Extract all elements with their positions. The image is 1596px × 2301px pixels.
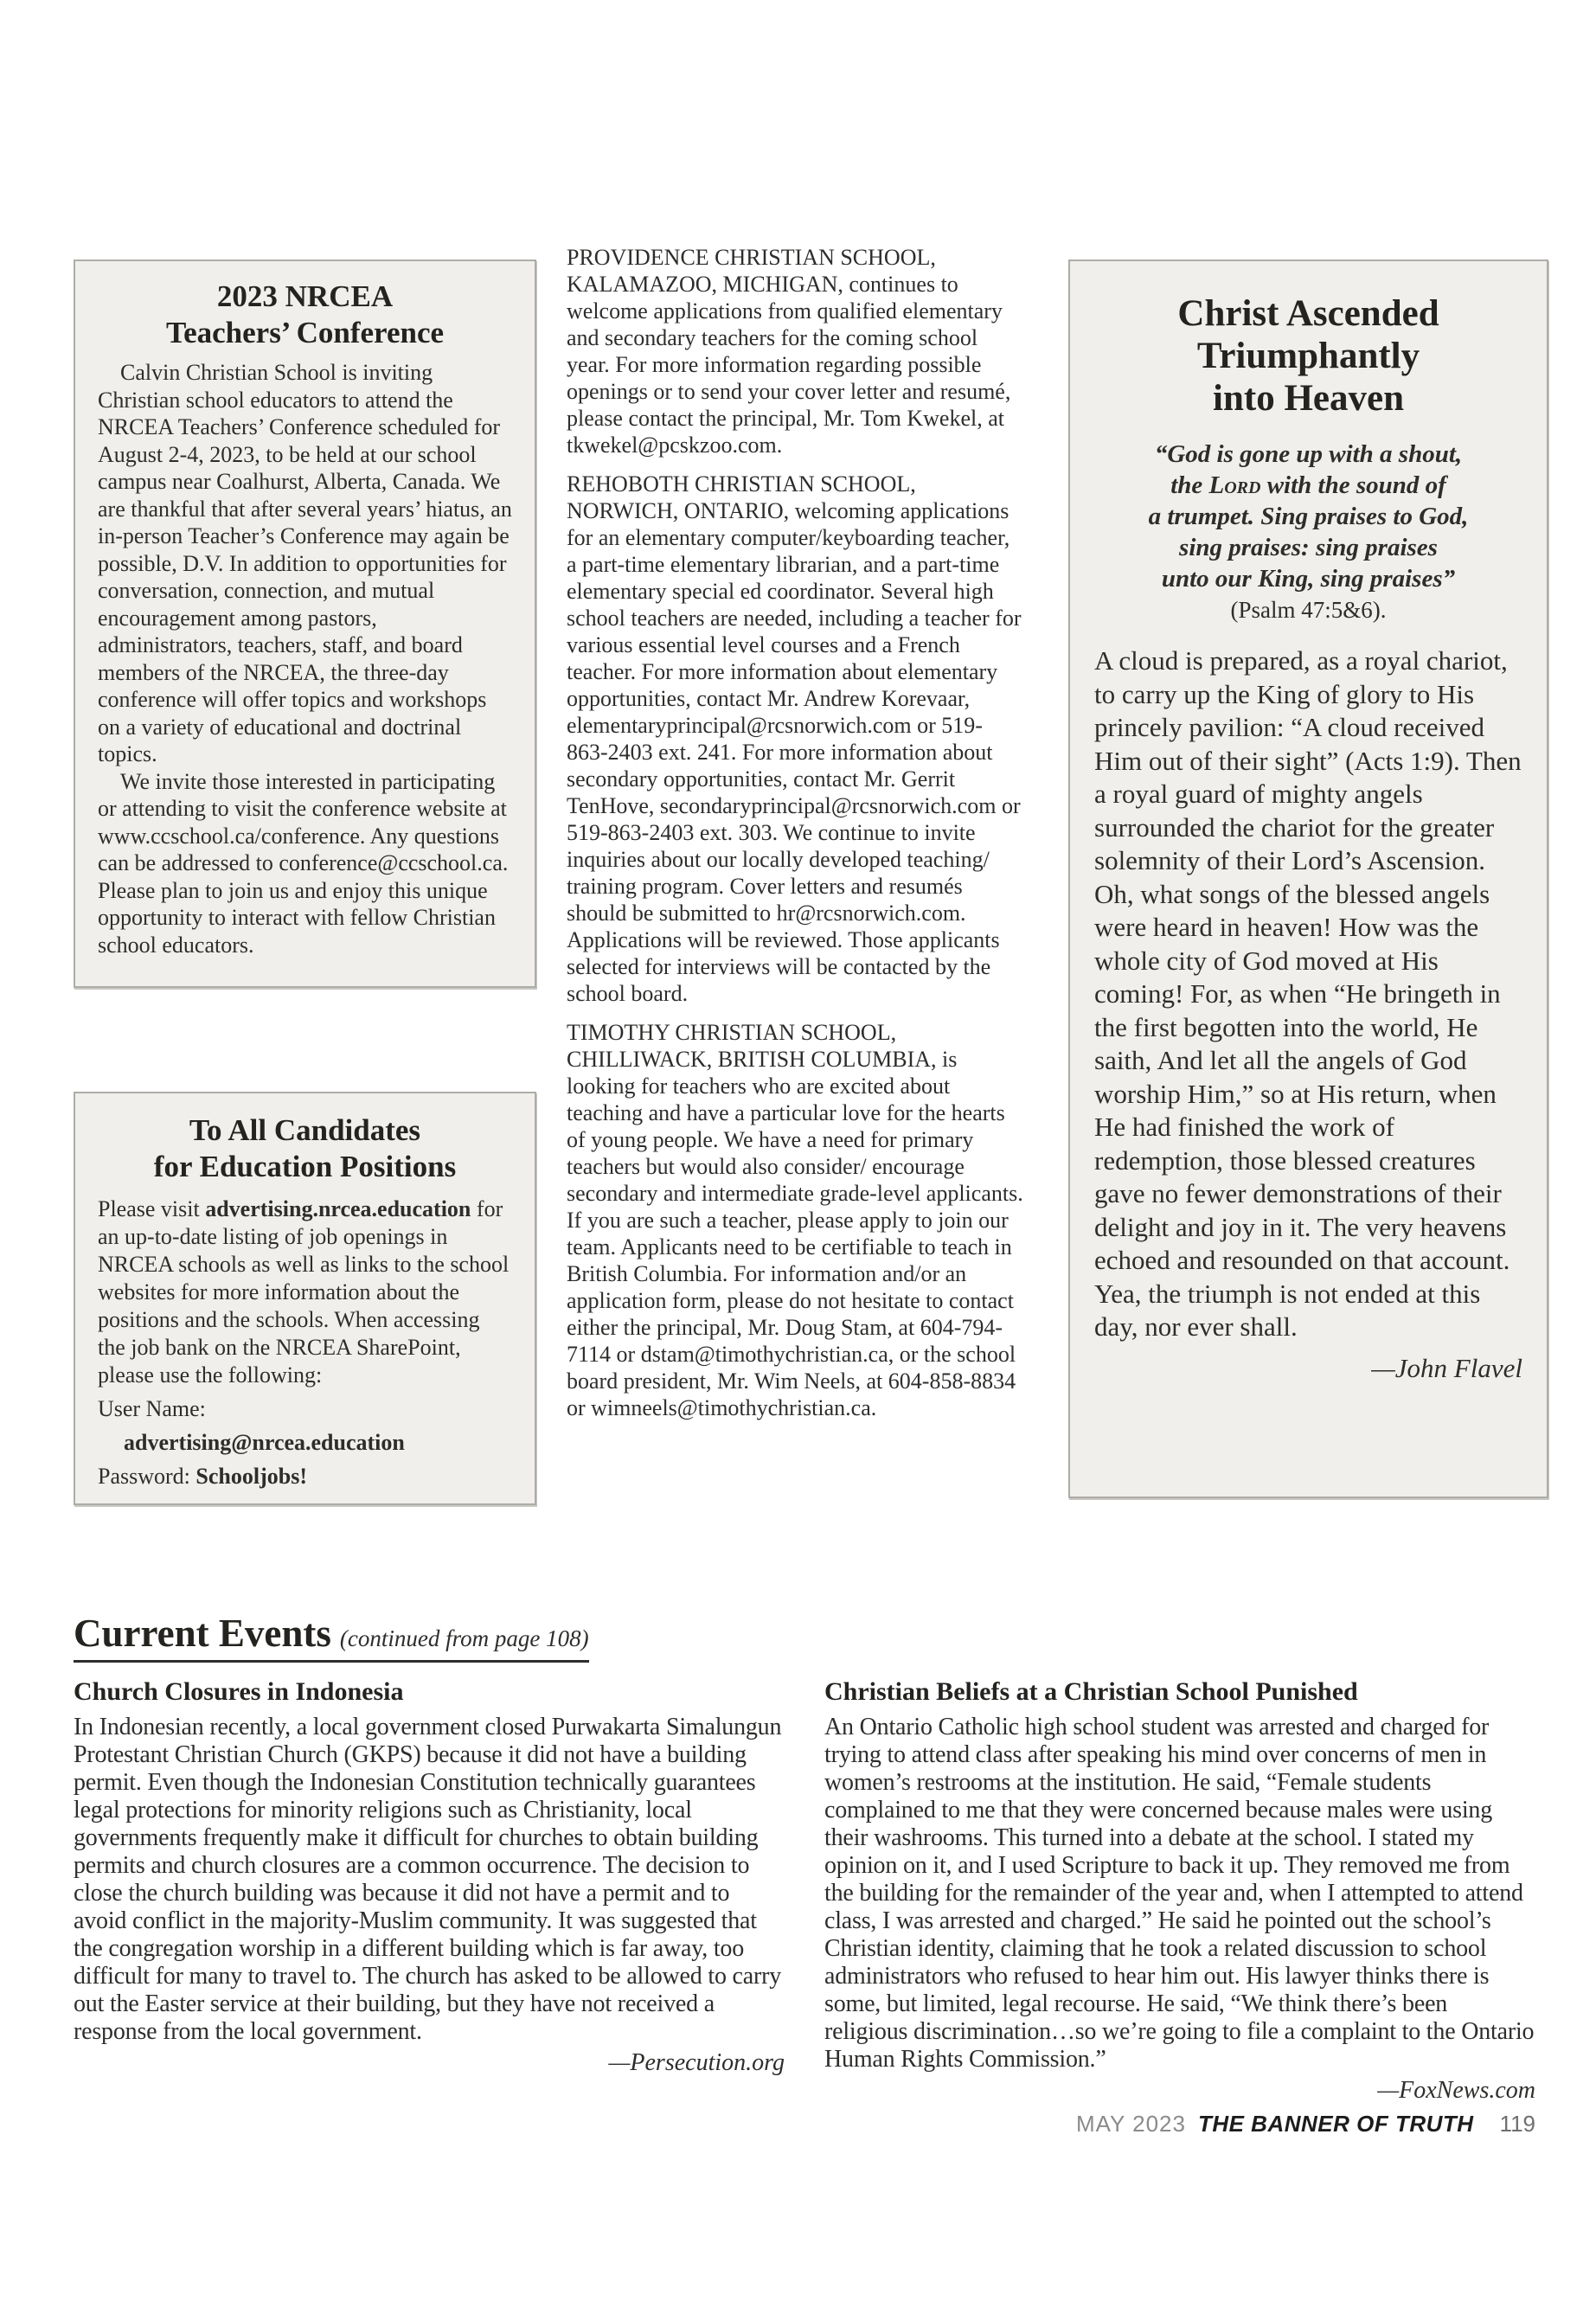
page-footer [1076,2111,1535,2138]
article-title: Christian Beliefs at a Christian School Punished [824,1677,1358,1706]
quote-line1: “God is gone up with a shout, [1154,440,1463,468]
quote-line2-post: with the sound of [1260,471,1446,499]
article-body: An Ontario Catholic high school student was arrested and charged for trying to attend class after speaking his mind over concerns of men in women’s restrooms at the institution. He said, “Female students complained to me that they were concerned because males were using their washrooms. This turned into a debate at the school. I stated my opinion on it, and I used Scripture to back it up. They removed me from the building for the remainder of the year and, when I attempted to attend class, I was arrested and charged.” He said he pointed out the school’s Christian identity, claiming that he took a related discussion to school administrators who refused to hear him out. His lawyer thinks there is some, but limited, legal recourse. He said, “We think there’s been religious discrimination…so we’re going to file a complaint to the Ontario Human Rights Commission.” [824,1714,1535,2073]
ad-providence [567,244,1023,458]
candidates-box [74,1092,536,1505]
quote-line4: sing praises: sing praises [1179,534,1438,561]
current-events-rule [74,1611,589,1663]
conference-box-body [98,359,512,958]
candidates-title-line2: for Education Positions [153,1150,457,1183]
flavel-box-title [1094,292,1522,420]
quote-line5: unto our King, sing praises” [1161,565,1456,593]
candidates-body-post: for an up-to-date listing of job openings in NRCEA schools as well as links to the school websites for more information about the positions and the schools. When accessing the job bank on the NRCEA SharePoint, please use the following: [98,1196,510,1388]
candidates-box-title [98,1112,512,1185]
ad-timothy-school-name: TIMOTHY CHRISTIAN SCHOOL, CHILLIWACK, BRITISH COLUMBIA, [567,1020,937,1072]
flavel-box [1068,260,1548,1498]
quote-line2-pre: the [1170,471,1209,499]
conference-paragraph-1: Calvin Christian School is inviting Christian school educators to attend the NRCEA Teachers’ Conference scheduled for August 2-4, 2023, to be held at our school campus near Coalhurst, Alberta, Canada. We are thankful that after several years’ hiatus, an in-person Teacher’s Conference may again be possible, D.V. In addition to opportunities for conversation, connection, and mutual encouragement among pastors, administrators, teachers, staff, and board members of the NRCEA, the three-day conference will offer topics and workshops on a variety of educational and doctrinal topics. [98,360,512,766]
footer-issue-date: MAY 2023 [1075,2111,1186,2137]
password-label: Password: [98,1464,196,1489]
quote-line3: a trumpet. Sing praises to God, [1148,503,1469,530]
article-attribution: —Persecution.org [608,2049,785,2076]
scripture-citation: (Psalm 47:5&6). [1230,597,1387,623]
scripture-quote [1094,439,1522,625]
flavel-attribution: —John Flavel [1371,1352,1522,1383]
conference-box-title [98,279,512,351]
flavel-body-text: A cloud is prepared, as a royal chariot, to carry up the King of glory to His princely pavilion: “A cloud received Him out of their sight” (Acts 1:9). Then a royal guard of mighty angels surrounded the chariot for the greater solemnity of their Lord’s Ascension. Oh, what songs of the blessed angels were heard in heaven! How was the whole city of God moved at His coming! For, as when “He bringeth in the first begotten into the world, He saith, And let all the angels of God worship Him,” so at His return, when He had finished the work of redemption, those blessed creatures gave no fewer demonstrations of their delight and joy in it. The very heavens echoed and resounded on that account. Yea, the triumph is not ended at this day, nor ever shall. [1094,645,1522,1342]
article-christian-beliefs [824,1676,1535,2105]
job-ads-column [567,244,1023,1433]
ad-rehoboth-text: welcoming applications for an elementary computer/keyboarding teacher, a part-time elementary librarian, and a part-time elementary special ed coordinator. Several high school teachers are needed, including a teacher for various essential level courses and a French teacher. For more information about elementary opportunities, contact Mr. Andrew Korevaar, elementaryprincipal@rcsnorwich.com or 519-863-2403 ext. 241. For more information about secondary opportunities, contact Mr. Gerrit TenHove, secondaryprincipal@rcsnorwich.com or 519-863-2403 ext. 303. We continue to invite inquiries about our locally developed teaching/ training program. Cover letters and resumés should be submitted to hr@rcsnorwich.com. Applications will be reviewed. Those applicants selected for interviews will be contacted by the school board. [567,498,1022,1006]
ad-timothy-text: is looking for teachers who are excited about teaching and have a particular love for the hearts of young people. We have a need for primary teachers but would also consider/ encourage secondary and intermediate grade-level applicants. If you are such a teacher, please apply to join our team. Applicants need to be certifiable to teach in British Columbia. For information and/or an application form, please do not hesitate to contact either the principal, Mr. Doug Stam, at 604-794-7114 or dstam@timothychristian.ca, or the school board president, Mr. Wim Neels, at 604-858-8834 or wimneels@timothychristian.ca. [567,1047,1023,1420]
quote-line2 [1094,470,1522,501]
ad-rehoboth [567,471,1023,1007]
lord-small-caps: Lord [1208,471,1261,499]
current-events-title: Current Events [74,1612,331,1655]
article-church-closures [74,1676,785,2077]
password-row [98,1463,512,1490]
current-events-heading [74,1611,589,1663]
article-attribution: —FoxNews.com [1377,2077,1535,2104]
candidates-box-body [98,1195,512,1389]
article-body: In Indonesian recently, a local government closed Purwakarta Simalungun Protestant Christian Church (GKPS) because it did not have a building permit. Even though the Indonesian Constitution technically guarantees legal protections for minority religions such as Christianity, local governments frequently make it difficult for churches to obtain building permits and church closures are a common occurrence. The decision to close the church building was because it did not have a permit and to avoid conflict in the majority-Muslim community. It was suggested that the congregation worship in a different building which is far away, too difficult for many to travel to. The church has asked to be allowed to carry out the Easter service at their building, but they have not received a response from the local government. [74,1714,782,2045]
footer-page-number: 119 [1499,2111,1535,2137]
username-label: User Name: [98,1396,206,1421]
ad-timothy [567,1019,1023,1421]
username-value: advertising@nrcea.education [124,1430,405,1455]
ad-providence-text: continues to welcome applications from qualified elementary and secondary teachers for the coming school year. For more information regarding possible openings or to send your cover letter and resumé, please contact the principal, Mr. Tom Kwekel, at tkwekel@pcskzoo.com. [567,272,1011,458]
current-events-continued: (continued from page 108) [339,1625,589,1651]
candidates-title-line1: To All Candidates [189,1113,421,1147]
ad-rehoboth-school-name: REHOBOTH CHRISTIAN SCHOOL, NORWICH, ONTARIO, [567,471,916,523]
conference-box [74,260,536,988]
conference-paragraph-2: We invite those interested in participating or attending to visit the conference website at www.ccschool.ca/conference. Any questions can be addressed to conference@ccschool.ca. Please plan to join us and enjoy this unique opportunity to interact with fellow Christian school educators. [98,768,509,958]
candidates-body-pre: Please visit [98,1196,206,1221]
conference-title-line2: Teachers’ Conference [165,316,445,349]
password-value: Schooljobs! [195,1464,307,1489]
footer-magazine-title: THE BANNER OF TRUTH [1197,2111,1474,2137]
flavel-title-line1: Christ Ascended [1177,293,1439,334]
flavel-title-line2: Triumphantly [1196,336,1420,376]
conference-title-line1: 2023 NRCEA [216,279,394,313]
article-title: Church Closures in Indonesia [74,1677,404,1706]
ad-providence-school-name: PROVIDENCE CHRISTIAN SCHOOL, KALAMAZOO, MICHIGAN, [567,245,936,297]
flavel-title-line3: into Heaven [1213,378,1404,419]
candidates-site-url: advertising.nrcea.education [205,1196,471,1221]
